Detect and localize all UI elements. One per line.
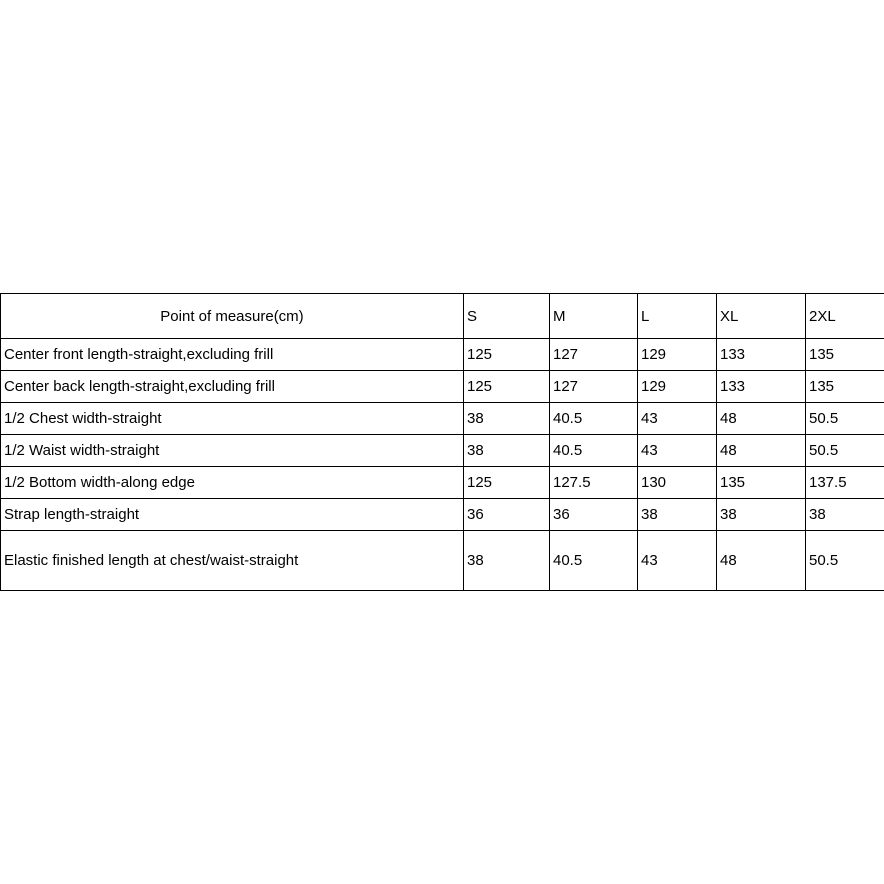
- cell-value: 48: [717, 531, 806, 591]
- cell-value: 48: [717, 435, 806, 467]
- header-row: [1, 294, 884, 339]
- cell-value: 133: [717, 371, 806, 403]
- cell-value: 38: [638, 499, 717, 531]
- cell-value: 50.5: [806, 435, 884, 467]
- cell-value: 40.5: [550, 435, 638, 467]
- cell-value: 43: [638, 531, 717, 591]
- cell-value: 40.5: [550, 403, 638, 435]
- cell-value: 125: [464, 467, 550, 499]
- size-chart-table: [0, 293, 884, 591]
- table-row: [1, 435, 884, 467]
- table-row: [1, 371, 884, 403]
- header-point-of-measure: Point of measure(cm): [1, 294, 464, 339]
- row-label: 1/2 Waist width-straight: [1, 435, 464, 467]
- table-row: [1, 499, 884, 531]
- cell-value: 50.5: [806, 531, 884, 591]
- cell-value: 135: [717, 467, 806, 499]
- row-label: 1/2 Bottom width-along edge: [1, 467, 464, 499]
- cell-value: 43: [638, 435, 717, 467]
- cell-value: 137.5: [806, 467, 884, 499]
- row-label: Center back length-straight,excluding frill: [1, 371, 464, 403]
- row-label: Elastic finished length at chest/waist-straight: [1, 531, 464, 591]
- header-size-l: L: [638, 294, 717, 339]
- cell-value: 130: [638, 467, 717, 499]
- cell-value: 38: [806, 499, 884, 531]
- cell-value: 127.5: [550, 467, 638, 499]
- cell-value: 133: [717, 339, 806, 371]
- cell-value: 43: [638, 403, 717, 435]
- cell-value: 38: [464, 403, 550, 435]
- cell-value: 36: [550, 499, 638, 531]
- cell-value: 135: [806, 339, 884, 371]
- row-label: Center front length-straight,excluding frill: [1, 339, 464, 371]
- cell-value: 38: [464, 531, 550, 591]
- row-label: Strap length-straight: [1, 499, 464, 531]
- cell-value: 125: [464, 339, 550, 371]
- header-size-2xl: 2XL: [806, 294, 884, 339]
- row-label: 1/2 Chest width-straight: [1, 403, 464, 435]
- table-row: [1, 403, 884, 435]
- cell-value: 38: [717, 499, 806, 531]
- table-row: [1, 531, 884, 591]
- header-size-m: M: [550, 294, 638, 339]
- cell-value: 40.5: [550, 531, 638, 591]
- cell-value: 38: [464, 435, 550, 467]
- cell-value: 50.5: [806, 403, 884, 435]
- cell-value: 129: [638, 371, 717, 403]
- cell-value: 135: [806, 371, 884, 403]
- cell-value: 127: [550, 371, 638, 403]
- cell-value: 125: [464, 371, 550, 403]
- table-row: [1, 467, 884, 499]
- header-size-s: S: [464, 294, 550, 339]
- cell-value: 127: [550, 339, 638, 371]
- table-row: [1, 339, 884, 371]
- header-size-xl: XL: [717, 294, 806, 339]
- cell-value: 48: [717, 403, 806, 435]
- cell-value: 36: [464, 499, 550, 531]
- cell-value: 129: [638, 339, 717, 371]
